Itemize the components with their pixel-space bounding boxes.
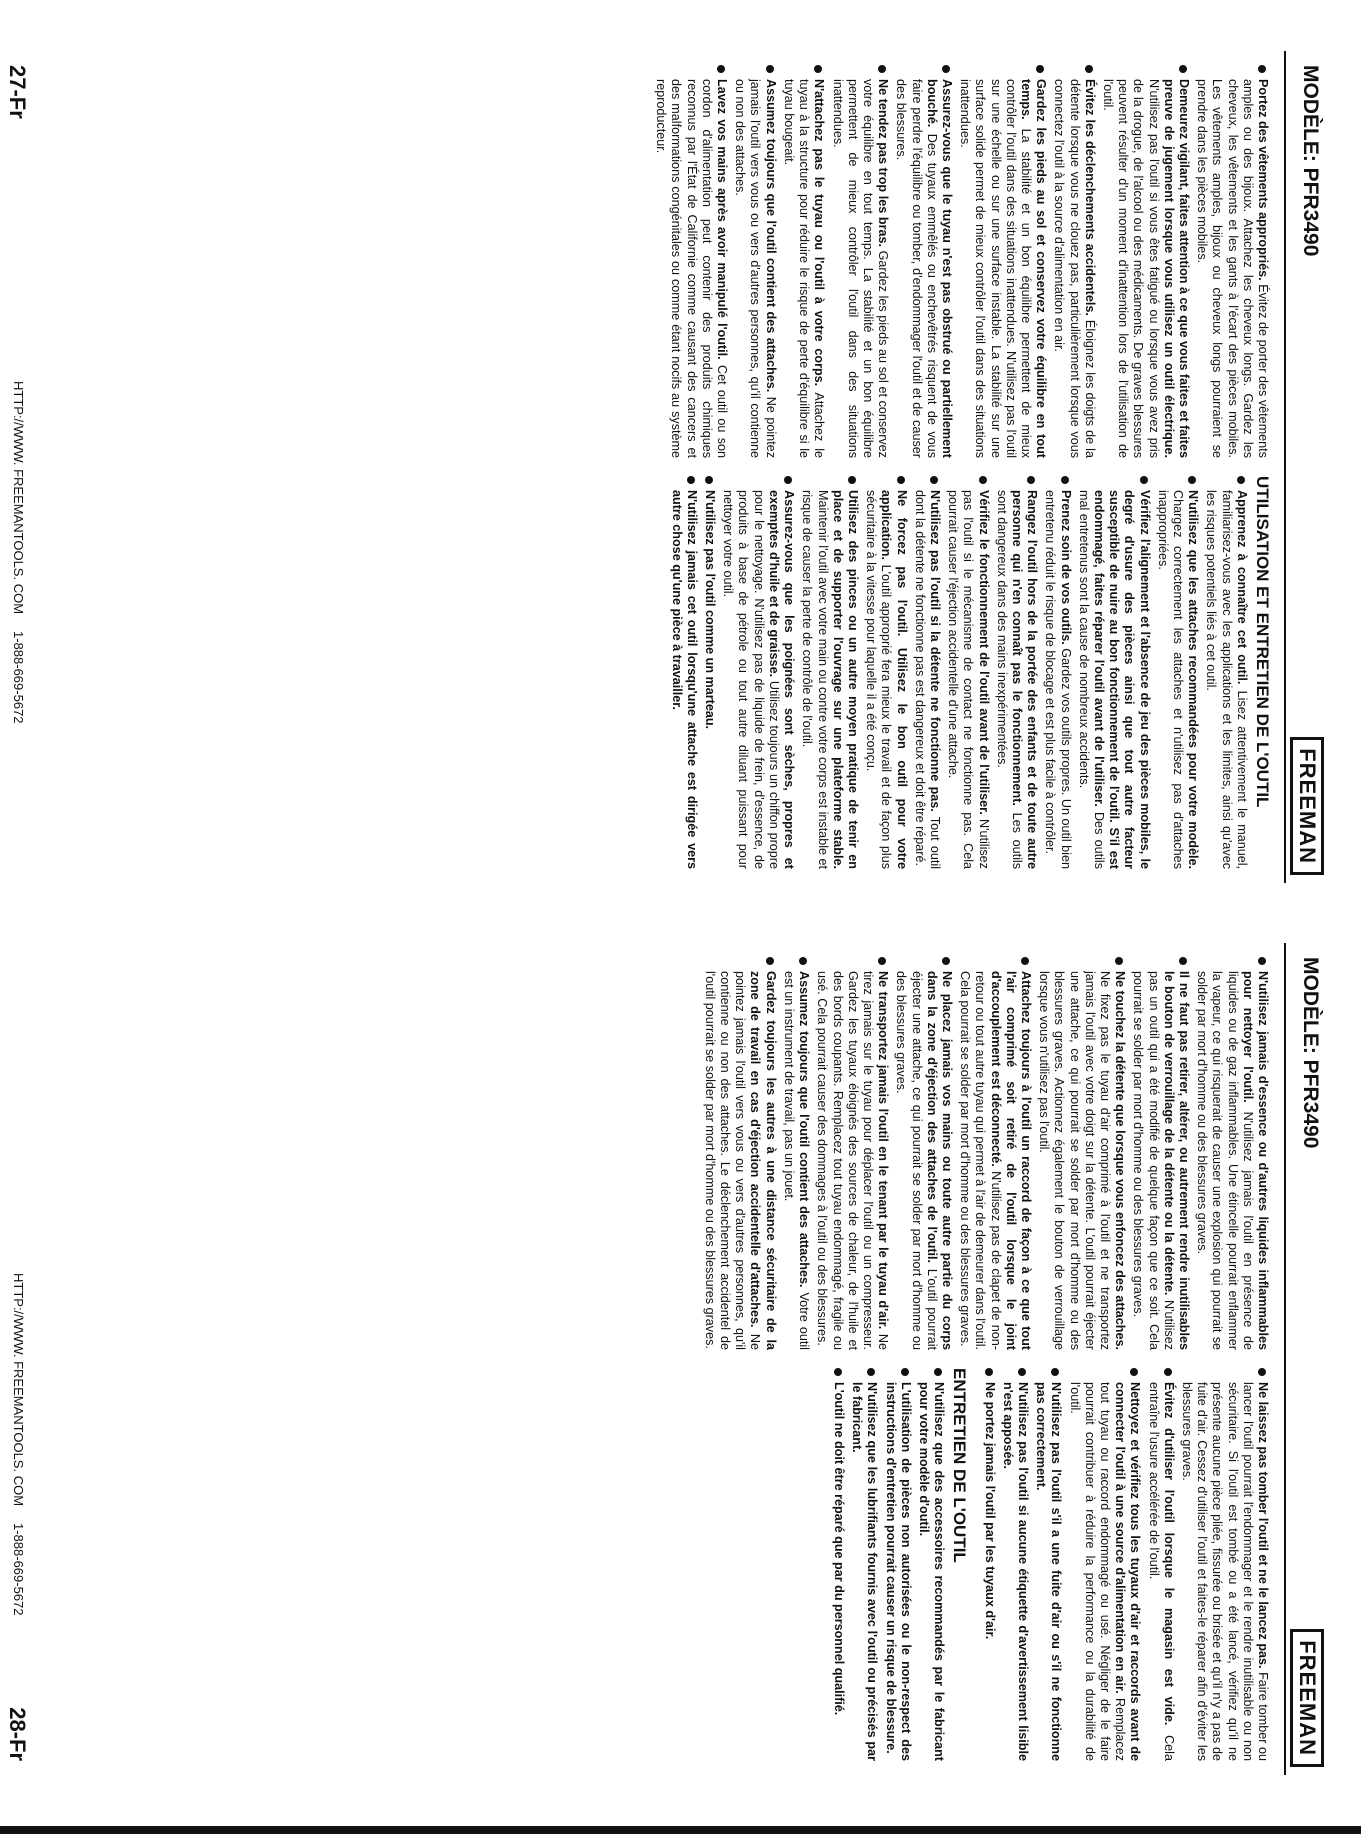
header-rule <box>1284 51 1286 883</box>
bullet-lead: N'utilisez pas l'outil comme un marteau. <box>703 490 718 730</box>
bullet-lead: N'utilisez pas l'outil s'il a une fuite d'air ou s'il ne fonctionne pas correctement. <box>1034 1382 1064 1761</box>
page-header <box>1274 943 1330 1775</box>
bullet-item <box>799 476 860 869</box>
bullet-text: Maintenir l'outil avec votre main ou contre votre corps est instable et risque de causer la perte de contrôle de l'outil. <box>800 490 830 869</box>
footer-phone: 1-888-669-5672 <box>11 631 26 724</box>
bullet-lead: Assurez-vous que les poignées sont sèches, propres et exemptes d'huile et de graisse. <box>766 490 797 869</box>
bullet-lead: Vérifiez l'alignement et l'absence de jeu des pièces mobiles, le degré d'usure des pièces ainsi que tout autre facteur susceptible de nuire au bon fonctionnement de l'outil. S'il est endommagé, faites réparer l'outil avant de l'utiliser. <box>1091 490 1152 869</box>
bullet-text: Ne pointez jamais l'outil vers vous ou vers d'autres personnes, qu'il contienne ou non des attaches. Le déclenchement accidentel de l'outil pourrait se solder par mort d'homme ou des blessures graves. <box>702 971 763 1350</box>
header-rule <box>1284 943 1286 1775</box>
bullet-lead: Vérifiez le fonctionnement de l'outil avant de l'utiliser. <box>976 490 991 815</box>
bullet-lead: Gardez toujours les autres à une distance sécuritaire de la zone de travail en cas d'éjection accidentelle d'attaches. <box>748 971 778 1350</box>
section-heading: ENTRETIEN DE L'OUTIL <box>950 1368 970 1563</box>
bullet-item <box>814 957 890 1350</box>
page-number: 28-Fr <box>5 1707 30 1761</box>
bullet-icon <box>1115 957 1123 965</box>
bullet-icon <box>766 65 774 73</box>
bullet-text: N'utilisez pas l'outil si vous êtes fatigué ou lorsque vous avez pris de la drogue, de l'alcool ou des médicaments. De graves blessures peuvent résulter d'un moment d'inattention lors de l'utilisation de l'outil. <box>1100 79 1161 458</box>
page-28 <box>0 943 1330 1775</box>
bullet-item <box>893 65 954 458</box>
column-right <box>110 476 1270 869</box>
bullet-item <box>829 65 890 458</box>
bullet-text: Tout outil dont la détente ne fonctionne pas est dangereux et doit être réparé. <box>912 490 942 869</box>
bullet-icon <box>942 957 950 965</box>
bullet-item <box>1203 476 1249 869</box>
bullet-item <box>912 476 942 869</box>
bullet-item <box>1179 1368 1270 1761</box>
bullet-icon <box>1179 65 1187 73</box>
bullet-item <box>702 957 778 1350</box>
freeman-logo: FREEMAN <box>1290 1629 1324 1767</box>
bullet-icon <box>1051 1368 1059 1376</box>
bullet-lead: Ne laissez pas tomber l'outil et ne le lancez pas. <box>1256 1382 1270 1669</box>
bullet-icon <box>1130 1368 1138 1376</box>
bullet-lead: Attachez toujours à l'outil un raccord de façon à ce que tout l'air comprimé soit retiré de l'outil lorsque le joint d'accouplement est déconnecté. <box>988 971 1033 1350</box>
bullet-lead: Ne portez jamais l'outil par les tuyaux d'air. <box>982 1382 997 1640</box>
bullet-icon <box>834 1368 842 1376</box>
bullet-item <box>957 65 1048 458</box>
bullet-lead: Rangez l'outil hors de la portée des enfants et de toute autre personne qui n'en connaît pas le fonctionnement. <box>1009 490 1040 869</box>
bullet-text: Cela entraîne l'usure accélérée de l'outil. <box>1146 1382 1176 1761</box>
column-left <box>110 65 1270 458</box>
bullet-item <box>1000 1368 1030 1761</box>
bullet-text: Faire tomber ou lancer l'outil pourrait l'endommager et le rendre inutilisable ou non sécuritaire. Si l'outil est tombé ou a été lancé, vérifiez qu'il ne présente aucune pièce pliée, fissurée ou brisée et qu'il n'y a pas de fuite d'air. Cessez d'utiliser l'outil et faites-le réparer afin d'éviter les blessures graves. <box>1179 1382 1270 1761</box>
bullet-item <box>945 476 991 869</box>
bullet-text: N'utilisez pas l'outil si le mécanisme de contact ne fonctionne pas. Cela pourrait causer l'éjection accidentelle d'une attache. <box>946 490 991 869</box>
bullet-item <box>1145 1368 1175 1761</box>
bullet-icon <box>1036 65 1044 73</box>
bullet-icon <box>1258 957 1266 965</box>
bullet-item <box>1042 476 1072 869</box>
bullet-lead: Nettoyez et vérifiez tous les tuyaux d'air et raccords avant de connecter l'outil à une source d'alimentation en air. <box>1113 1382 1143 1761</box>
bullet-icon <box>942 65 950 73</box>
bullet-icon <box>1188 476 1196 484</box>
bullet-icon <box>705 476 713 484</box>
bullet-icon <box>1061 476 1069 484</box>
bullet-item <box>863 476 909 869</box>
bullet-item <box>720 476 796 869</box>
bullet-icon <box>799 957 807 965</box>
page-number: 27-Fr <box>5 65 30 119</box>
bullet-lead: Évitez d'utiliser l'outil lorsque le magasin est vide. <box>1161 1382 1176 1726</box>
bullet-icon <box>1018 1368 1026 1376</box>
bullet-item <box>1051 65 1097 458</box>
bullet-item <box>668 476 698 869</box>
bullet-icon <box>867 1368 875 1376</box>
bullet-text: Chargez correctement les attaches et n'utilisez pas d'attaches inappropriées. <box>1155 490 1185 869</box>
bullet-item <box>781 957 811 1350</box>
bullet-icon <box>1140 476 1148 484</box>
bullet-icon <box>1027 476 1035 484</box>
bullet-item <box>732 65 778 458</box>
bullet-icon <box>979 476 987 484</box>
bullet-lead: N'utilisez jamais cet outil lorsqu'une attache est dirigée vers autre chose qu'une pièce à travailler. <box>669 490 699 869</box>
bullet-lead: Lavez vos mains après avoir manipulé l'outil. <box>715 79 730 360</box>
bullet-text: Remplacez tout tuyau ou raccord endommagé ou usé. Négliger de le faire pourrait contribuer à réduire la performance ou la durabilité de l'outil. <box>1067 1382 1128 1761</box>
bullet-item <box>1194 65 1270 458</box>
page-footer <box>0 943 40 1775</box>
bullet-icon <box>878 65 886 73</box>
bullet-text: Utilisez toujours un chiffon propre pour le nettoyage. N'utilisez pas de liquide de frein, d'essence, de produits à base de pétrole ou tout autre diluant puissant pour nettoyer votre outil. <box>721 490 781 869</box>
bullet-lead: Ne placez jamais vos mains ou toute autre partie du corps dans la zone d'éjection des attaches de l'outil. <box>924 971 954 1350</box>
bullet-icon <box>930 476 938 484</box>
bullet-text: N'utilisez jamais l'outil en présence de liquides ou de gaz inflammables. Une étincelle pourrait enflammer la vapeur, ce qui risquerait de causer une explosion qui pourrait se solder par mort d'homme ou des blessures graves. <box>1195 971 1255 1350</box>
safety-list <box>668 476 1248 869</box>
bullet-item <box>981 1368 996 1761</box>
bullet-lead: Prenez soin de vos outils. <box>1058 490 1073 645</box>
bullet-item <box>1194 957 1270 1350</box>
bullet-icon <box>1258 65 1266 73</box>
bullet-icon <box>1164 1368 1172 1376</box>
bullet-text: Éloignez les doigts de la détente lorsque vous ne clouez pas, particulièrement lorsque vous connectez l'outil à la source d'alimentation en air. <box>1052 79 1097 458</box>
bullet-lead: Assurez-vous que le tuyau n'est pas obstrué ou partiellement bouché. <box>924 79 954 458</box>
bullet-text: Lisez attentivement le manuel, familiarisez-vous avec les applications et les limites, ainsi qu'avec les risques potentiels liés à cet outil. <box>1204 490 1249 870</box>
bullet-item <box>994 476 1040 869</box>
bullet-text: L'outil pourrait éjecter une attache, ce qui pourrait se solder par mort d'homme ou des blessures graves. <box>894 971 939 1351</box>
bullet-icon <box>1179 957 1187 965</box>
bullet-lead: Utilisez des pinces ou un autre moyen pratique de tenir en place et de supporter l'ouvrage sur une plateforme stable. <box>830 490 860 869</box>
bullet-icon <box>878 957 886 965</box>
bullet-item <box>1100 65 1191 458</box>
bullet-lead: Ne touchez la détente que lorsque vous enfoncez des attaches. <box>1113 971 1128 1350</box>
bullet-text: Cet outil ou son cordon d'alimentation peut contenir des produits chimiques reconnus par l'État de Californie comme causant des cancers et des malformations congénitales ou comme étant nocifs au système reproducteur. <box>654 79 730 458</box>
bullet-lead: Évitez les déclenchements accidentels. <box>1082 79 1097 316</box>
bullet-item <box>1130 957 1191 1350</box>
bullet-text: Les outils sont dangereux dans des mains inexpérimentées. <box>994 490 1024 869</box>
bullet-item <box>831 1368 846 1761</box>
bullet-text: Ne tirez jamais sur le tuyau pour déplacer l'outil ou un compresseur. Gardez les tuyaux éloignés des sources de chaleur, de l'huile et des bords coupants. Remplacez tout tuyau endommagé, fragile ou usé. Cela pourrait causer des dommages à l'outil ou des blessures. <box>815 971 891 1350</box>
bullet-icon <box>1258 1368 1266 1376</box>
page-header <box>1274 51 1330 883</box>
bullet-text: L'outil approprié fera mieux le travail et de façon plus sécuritaire à la vitesse pour laquelle il a été conçu. <box>864 490 894 869</box>
bullet-item <box>1066 1368 1142 1761</box>
bullet-text: Ne fixez pas le tuyau d'air comprimé à l'outil et ne transportez jamais l'outil avec votre doigt sur la détente. L'outil pourrait éjecter une attache, ce qui pourrait se solder par mort d'homme ou des blessures graves. Actionnez également le bouton de verrouillage lorsque vous n'utilisez pas l'outil. <box>1037 971 1112 1350</box>
bullet-icon <box>897 476 905 484</box>
bullet-text: Attachez le tuyau à la structure pour réduire le risque de perte d'équilibre si le tuyau bougeait. <box>781 79 827 458</box>
bullet-text: Gardez vos outils propres. Un outil bien entretenu réduit le risque de blocage et est plus facile à contrôler. <box>1043 490 1073 869</box>
bullet-lead: Assumez toujours que l'outil contient des attaches. <box>763 79 778 393</box>
bullet-text: Évitez de porter des vêtements amples ou des bijoux. Attachez les cheveux longs. Gardez les cheveux, les vêtements et les gants à l'écart des pièces mobiles. Les vêtements amples, bijoux ou cheveux longs pourraient se prendre dans les pièces mobiles. <box>1195 79 1270 458</box>
column-left <box>110 957 1270 1350</box>
footer-website: HTTP://WWW. FREEMANTOOLS. COM <box>11 381 26 615</box>
bullet-lead: Ne tendez pas trop les bras. <box>876 79 891 247</box>
scan-edge <box>0 1826 1361 1834</box>
bullet-lead: N'utilisez que des accessoires recommandés par le fabricant pour votre modèle d'outil. <box>916 1382 947 1761</box>
footer-website: HTTP://WWW. FREEMANTOOLS. COM <box>11 1273 26 1507</box>
bullet-icon <box>1021 957 1029 965</box>
bullet-item <box>1036 957 1127 1350</box>
bullet-text: Ne pointez jamais l'outil vers vous ou vers d'autres personnes, qu'il contienne ou non des attaches. <box>733 79 778 458</box>
bullet-icon <box>687 476 695 484</box>
bullet-text: N'utilisez pas de clapet de non-retour ou tout autre tuyau qui permet à l'air de demeurer dans l'outil. Cela pourrait se solder par mort d'homme ou des blessures graves. <box>958 971 1003 1350</box>
bullet-icon <box>814 65 822 73</box>
bullet-text: N'utilisez pas un outil qui a été modifié de quelque façon que ce soit. Cela pourrait se solder par mort d'homme ou des blessures graves. <box>1131 971 1176 1350</box>
bullet-lead: Ne forcez pas l'outil. Utilisez le bon outil pour votre application. <box>879 490 909 869</box>
bullet-item <box>1076 476 1152 869</box>
bullet-text: Des tuyaux emmêlés ou enchevêtrés risquent de vous faire perdre l'équilibre ou tomber, d'endommager l'outil et de causer des blessures. <box>894 79 939 458</box>
footer-phone: 1-888-669-5672 <box>11 1523 26 1616</box>
bullet-lead: L'utilisation de pièces non autorisées ou le non-respect des instructions d'entretien pourrait causer un risque de blessure. <box>883 1382 913 1761</box>
bullet-item <box>957 957 1033 1350</box>
bullet-item <box>849 1368 879 1761</box>
bullet-lead: L'outil ne doit être réparé que par du personnel qualifié. <box>831 1382 846 1716</box>
bullet-item <box>916 1368 946 1761</box>
bullet-item <box>781 65 827 458</box>
bullet-lead: Demeurez vigilant, faites attention à ce que vous faites et faites preuve de jugement lorsque vous utilisez un outil électrique. <box>1161 79 1191 458</box>
safety-list <box>981 1368 1270 1761</box>
bullet-lead: Assumez toujours que l'outil contient des attaches. <box>797 971 812 1288</box>
bullet-icon <box>934 1368 942 1376</box>
bullet-icon <box>848 476 856 484</box>
bullet-lead: N'utilisez que les lubrifiants fournis avec l'outil ou précisés par le fabricant. <box>850 1382 880 1761</box>
bullet-text: Gardez les pieds au sol et conservez votre équilibre en tout temps. La stabilité et un bon équilibre permettent de mieux contrôler l'outil dans des situations inattendues. <box>830 79 891 458</box>
bullet-lead: N'utilisez pas l'outil si la détente ne fonctionne pas. <box>927 490 942 812</box>
page-footer <box>0 51 40 883</box>
bullet-text: Des outils mal entretenus sont la cause de nombreux accidents. <box>1076 490 1106 870</box>
bullet-icon <box>1237 476 1245 484</box>
bullet-lead: Ne transportez jamais l'outil en le tenant par le tuyau d'air. <box>876 971 891 1330</box>
bullet-lead: N'utilisez jamais d'essence ou d'autres liquides inflammables pour nettoyer l'outil. <box>1240 971 1270 1350</box>
bullet-text: Votre outil est un instrument de travail, pas un jouet. <box>781 971 812 1350</box>
bullet-text: La stabilité et un bon équilibre permettent de mieux contrôler l'outil dans des situations inattendues. N'utilisez pas l'outil sur une échelle ou sur une surface instable. La stabilité sur une surface solide permet de mieux contrôler l'outil dans des situations inattendues. <box>958 79 1033 458</box>
bullet-icon <box>717 65 725 73</box>
bullet-icon <box>901 1368 909 1376</box>
model-label: MODÈLE: PFR3490 <box>1299 957 1322 1149</box>
bullet-item <box>893 957 954 1350</box>
bullet-item <box>882 1368 912 1761</box>
bullet-lead: Portez des vêtements appropriés. <box>1256 79 1270 281</box>
page-27 <box>0 51 1330 883</box>
bullet-lead: N'utilisez que les attaches recommandées pour votre modèle. <box>1186 490 1201 869</box>
bullet-lead: Apprenez à connaître cet outil. <box>1234 490 1249 685</box>
column-right <box>110 1368 1270 1761</box>
bullet-lead: Il ne faut pas retirer, altérer, ou autrement rendre inutilisables le bouton de verrouillage de la détente ou la détente. <box>1161 971 1191 1350</box>
bullet-icon <box>784 476 792 484</box>
bullet-item <box>702 476 717 869</box>
bullet-lead: N'attachez pas le tuyau ou l'outil à votre corps. <box>812 79 827 387</box>
bullet-item <box>1155 476 1201 869</box>
bullet-lead: Gardez les pieds au sol et conservez votre équilibre en tout temps. <box>1018 79 1049 458</box>
bullet-icon <box>985 1368 993 1376</box>
bullet-item <box>653 65 729 458</box>
model-label: MODÈLE: PFR3490 <box>1299 65 1322 257</box>
bullet-lead: N'utilisez pas l'outil si aucune étiquette d'avertissement lisible n'est apposée. <box>1000 1382 1030 1761</box>
bullet-icon <box>766 957 774 965</box>
bullet-item <box>1033 1368 1063 1761</box>
freeman-logo: FREEMAN <box>1290 737 1324 875</box>
section-heading: UTILISATION ET ENTRETIEN DE L'OUTIL <box>1253 476 1272 808</box>
maintenance-list <box>831 1368 946 1761</box>
bullet-icon <box>1085 65 1093 73</box>
